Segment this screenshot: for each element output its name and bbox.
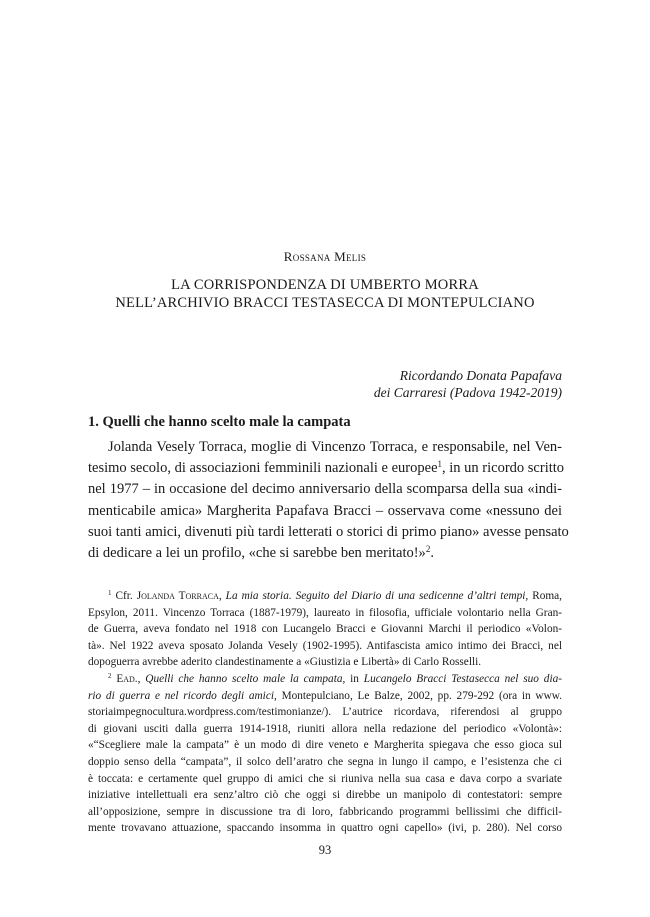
body-line: nel 1977 – in occasione del decimo anniversario della scomparsa della sua «indi-: [88, 481, 562, 498]
footnote-2-line: [88, 671, 562, 688]
footnote-text: , Montepulciano, Le Balze, 2002, pp. 279-292 (ora in www.: [273, 689, 562, 702]
footnote-1-line: dopoguerra avrebbe aderito clandestinamente a «Giustizia e Libertà» di Carlo Rosselli.: [88, 656, 482, 669]
title-line-2: NELL’ARCHIVIO BRACCI TESTASECCA DI MONTEPULCIANO: [115, 295, 535, 311]
footnote-2-line: [88, 688, 562, 705]
footnote-1-line: [88, 588, 562, 605]
body-line: [88, 458, 565, 479]
footnote-text: ,: [137, 672, 146, 685]
footnote-1-line: de Guerra, aveva fondato nel 1918 con Lucangelo Bracci e Giovanni Marchi il periodico «Volon-: [88, 623, 562, 636]
footnote-text: ,: [218, 590, 226, 602]
footnote-reference-1: 1: [437, 459, 443, 470]
footnote-number: 2: [108, 672, 112, 681]
footnote-2-line: storiaimpegnocultura.wordpress.com/testimonianze/). L’autrice ricordava, riferendosi al gruppo: [88, 706, 562, 719]
footnote-number: 1: [108, 589, 112, 598]
footnote-2-line: di giovani usciti dalla guerra 1914-1918, riuniti allora nella redazione del periodico «Volontà»:: [88, 722, 562, 735]
footnote-book-title: La mia storia. Seguito del Diario di una sedicenne d’altri tempi,: [225, 590, 529, 602]
footnote-reference-2: 2: [425, 544, 431, 555]
footnote-2-line: mente trovavano attuazione, spaccando insomma in quattro ogni capello» (ivi, p. 280). Nel corso: [88, 822, 562, 835]
body-text-fragment: , in un ricordo scritto: [442, 460, 565, 477]
section-heading: 1. Quelli che hanno scelto male la campata: [88, 414, 351, 430]
footnote-1-line: tà». Nel 1922 aveva sposato Jolanda Vesely (1902-1995). Antifascista amico intimo dei Bracci, nel: [88, 639, 562, 652]
footnote-2-line: è toccata: e certamente quel gruppo di amici che si riuniva nella sua casa e dava corpo a svariate: [88, 772, 562, 785]
footnote-2-line: «“Scegliere male la campata” è un modo di dire veneto e Margherita spiegava che esso gioca sul: [88, 739, 562, 752]
article-title: [0, 276, 650, 312]
footnote-text: Roma,: [528, 590, 563, 602]
title-line-1: LA CORRISPONDENZA DI UMBERTO MORRA: [171, 277, 479, 293]
body-line: suoi tanti amici, divenuti più tardi letterati o storici di primo piano» avesse pensato: [88, 523, 569, 540]
footnote-2-line: doppio senso della “campata”, il solco dell’aratro che segna in lungo il campo, e l’esistenza che ci: [88, 755, 562, 768]
footnote-author: Ead.: [116, 672, 138, 685]
body-text-fragment: di dedicare a lei un profilo, «che si sarebbe ben meritato!»: [88, 545, 426, 562]
dedication-line-2: dei Carraresi (Padova 1942-2019): [373, 385, 562, 400]
dedication: [262, 367, 562, 401]
body-text-fragment: tesimo secolo, di associazioni femminili nazionali e europee: [88, 460, 438, 477]
footnote-1-line: Epsylon, 2011. Vincenzo Torraca (1887-1979), laureato in filosofia, ufficiale volontario nella Gran-: [88, 606, 562, 619]
body-text-fragment: .: [430, 545, 434, 562]
author-name: Rossana Melis: [283, 249, 367, 264]
footnote-2-line: all’opposizione, sempre in discussione tra di loro, fabbricando programmi bellissimi che difficil-: [88, 805, 562, 818]
footnotes: [88, 588, 562, 837]
body-line: menticabile amica» Margherita Papafava Bracci – osservava come «nessuno dei: [88, 502, 562, 519]
footnote-book-title: rio di guerra e nel ricordo degli amici: [88, 689, 274, 702]
page-number: 93: [318, 843, 332, 857]
footnote-book-title: Lucangelo Bracci Testasecca nel suo dia-: [363, 672, 562, 685]
footnote-author: Jolanda Torraca: [136, 590, 219, 602]
body-paragraph: [88, 437, 569, 564]
body-line: Jolanda Vesely Torraca, moglie di Vincenzo Torraca, e responsabile, nel Ven-: [108, 439, 562, 455]
dedication-line-1: Ricordando Donata Papafava: [399, 368, 562, 383]
footnote-text: , in: [342, 672, 364, 685]
body-line: [88, 543, 562, 564]
footnote-text: Cfr.: [115, 590, 137, 602]
footnote-2-line: iniziative intellettuali era senz’altro ciò che oggi si direbbe un manipolo di contestatori: sempre: [88, 789, 562, 802]
footnote-article-title: Quelli che hanno scelto male la campata: [145, 672, 343, 685]
